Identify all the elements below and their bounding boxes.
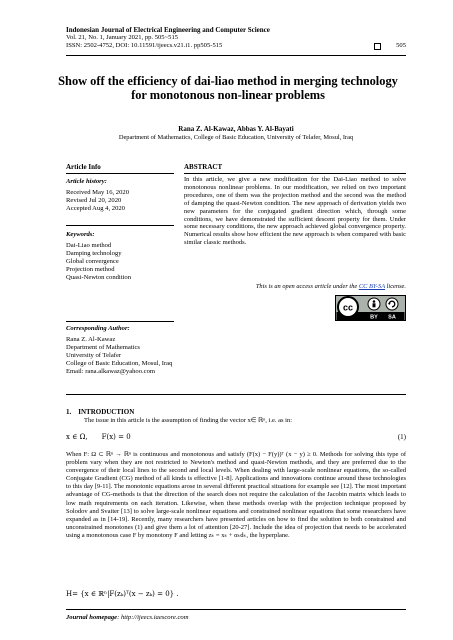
history-revised: Revised Jul 20, 2020 <box>66 196 122 204</box>
article-history <box>66 178 174 213</box>
keywords-rule <box>66 321 174 322</box>
square-icon <box>374 43 381 50</box>
cc-sa-text: SA <box>388 314 396 321</box>
abstract-heading: ABSTRACT <box>184 163 223 171</box>
equation-hyperplane: H= {x ∈ ℝⁿ|F(zₖ)ᵀ(x − zₖ) = 0} . <box>66 590 179 598</box>
corresponding-email[interactable]: Email: rana.alkawaz@yahoo.com <box>66 367 156 375</box>
license-link[interactable]: CC BY-SA <box>358 283 386 290</box>
article-info-heading: Article Info <box>66 163 101 171</box>
keyword-item: Dai-Liao method <box>66 241 112 249</box>
intro-paragraph-2: When F: Ω ⊂ ℝⁿ → ℝⁿ is continuous and monotonous and satisfy (F(x) − F(y))ᵀ (x − y) ≥ 0. Methods for solving this type of problem vary when they are not restricted to Newton's method and quasi-Newton methods, and they are preferred due to the convergence of their local lines to the second and local levels. When dealing with large-scale nonlinear equations, the so-called Conjugate Gradient (CG) method of all kinds is effective [1-8]. Applications and innovations continue around these technologies to this day [9-11]. The monotonic equations arose in several different practical situations for example see [12]. The most important advantage of CG-methods is that the direction of the search does not require the calculation of the Jacobin matrix which leads to low math requirements on each iteration. Likewise, when these methods overlap with the projection technique proposed by Solodov and Svaiter [13] to solve large-scale nonlinear equations and constrained nonlinear equations that some researchers have expanded as in [14-19]. Recently, many researchers have presented articles on how to find the solution to both constrained and unconstrained monotones (1) and give them a lot of attention [20-27]. Include the idea of projection that needs to be accelerated using a monotonous case F by monotony F and letting zₖ = xₖ + αₖdₖ, the hyperplane. <box>66 451 407 539</box>
history-accepted: Accepted Aug 4, 2020 <box>66 204 125 212</box>
paper-authors: Rana Z. Al-Kawaz, Abbas Y. Al-Bayati <box>178 125 294 133</box>
article-info-rule <box>66 173 174 174</box>
keyword-item: Damping technology <box>66 249 122 257</box>
keyword-item: Projection method <box>66 265 115 273</box>
license-note <box>184 283 406 290</box>
cc-badge-text: cc <box>342 302 354 313</box>
abstract-text: In this article, we give a new modification for the Dai-Liao method to solve monotonous nonlinear problems. In our modification, we relied on two important procedures, one of them was the projection method and the second was the method of damping the quasi-Newton condition. The new approach of derivation yields two new parameters for the conjugated gradient direction which, through some conditions, we have demonstrated the sufficient descent property for them. Under some necessary conditions, the new approach achieved global convergence property. Numerical results show how efficient the new approach is when compared with basic similar classic methods. <box>184 176 406 247</box>
paper-title: Show off the efficiency of dai-liao method in merging technology for monotonous non-linear problems <box>58 74 398 102</box>
journal-name: Indonesian Journal of Electrical Engineering and Computer Science <box>66 26 270 34</box>
keyword-item: Quasi-Newton condition <box>66 273 132 281</box>
license-prefix: This is an open access article under the <box>255 283 359 290</box>
intro-paragraph-1: The issue in this article is the assumption of finding the vector x∈ ℝⁿ, i.e. as in: <box>84 417 292 424</box>
page-number: 505 <box>396 42 406 50</box>
corresponding-dept: Department of Mathematics <box>66 343 140 351</box>
license-suffix: license. <box>385 283 406 290</box>
corresponding-name: Rana Z. Al-Kawaz <box>66 335 116 343</box>
history-rule <box>66 225 174 226</box>
corresponding-author <box>66 325 266 375</box>
history-received: Received May 16, 2020 <box>66 188 129 196</box>
header-divider <box>66 55 406 56</box>
cc-by-text: BY <box>370 314 378 321</box>
equation-1 <box>66 433 406 441</box>
corresponding-label: Corresponding Author: <box>66 325 130 332</box>
journal-header <box>66 26 406 51</box>
journal-volume: Vol. 21, No. 1, January 2021, pp. 505~515 <box>66 34 179 42</box>
paper-affiliation: Department of Mathematics, College of Basic Education, University of Telafer, Mosul, Iraq <box>118 134 354 141</box>
front-matter-rule <box>66 394 406 395</box>
footer-label: Journal homepage <box>66 614 118 621</box>
keyword-item: Global convergence <box>66 257 119 265</box>
keywords-block <box>66 231 174 281</box>
cc-by-sa-badge-icon[interactable] <box>335 295 406 321</box>
keywords-label: Keywords: <box>66 231 95 238</box>
history-label: Article history: <box>66 178 107 185</box>
corresponding-college: College of Basic Education, Mosul, Iraq <box>66 359 173 367</box>
footer-url[interactable]: : http://ijeecs.iaescore.com <box>117 614 189 621</box>
journal-issn: ISSN: 2502-4752, DOI: 10.11591/ijeecs.v21.i1. pp505-515 <box>66 42 223 50</box>
section-introduction-heading: 1. INTRODUCTION <box>66 408 135 416</box>
footer-rule <box>66 609 406 610</box>
corresponding-university: University of Telafer <box>66 351 122 359</box>
abstract-rule <box>184 173 406 174</box>
equation-1-body: x ∈ Ω, F(x) = 0 <box>66 433 131 441</box>
journal-footer <box>66 614 188 621</box>
equation-1-number: (1) <box>397 433 406 441</box>
